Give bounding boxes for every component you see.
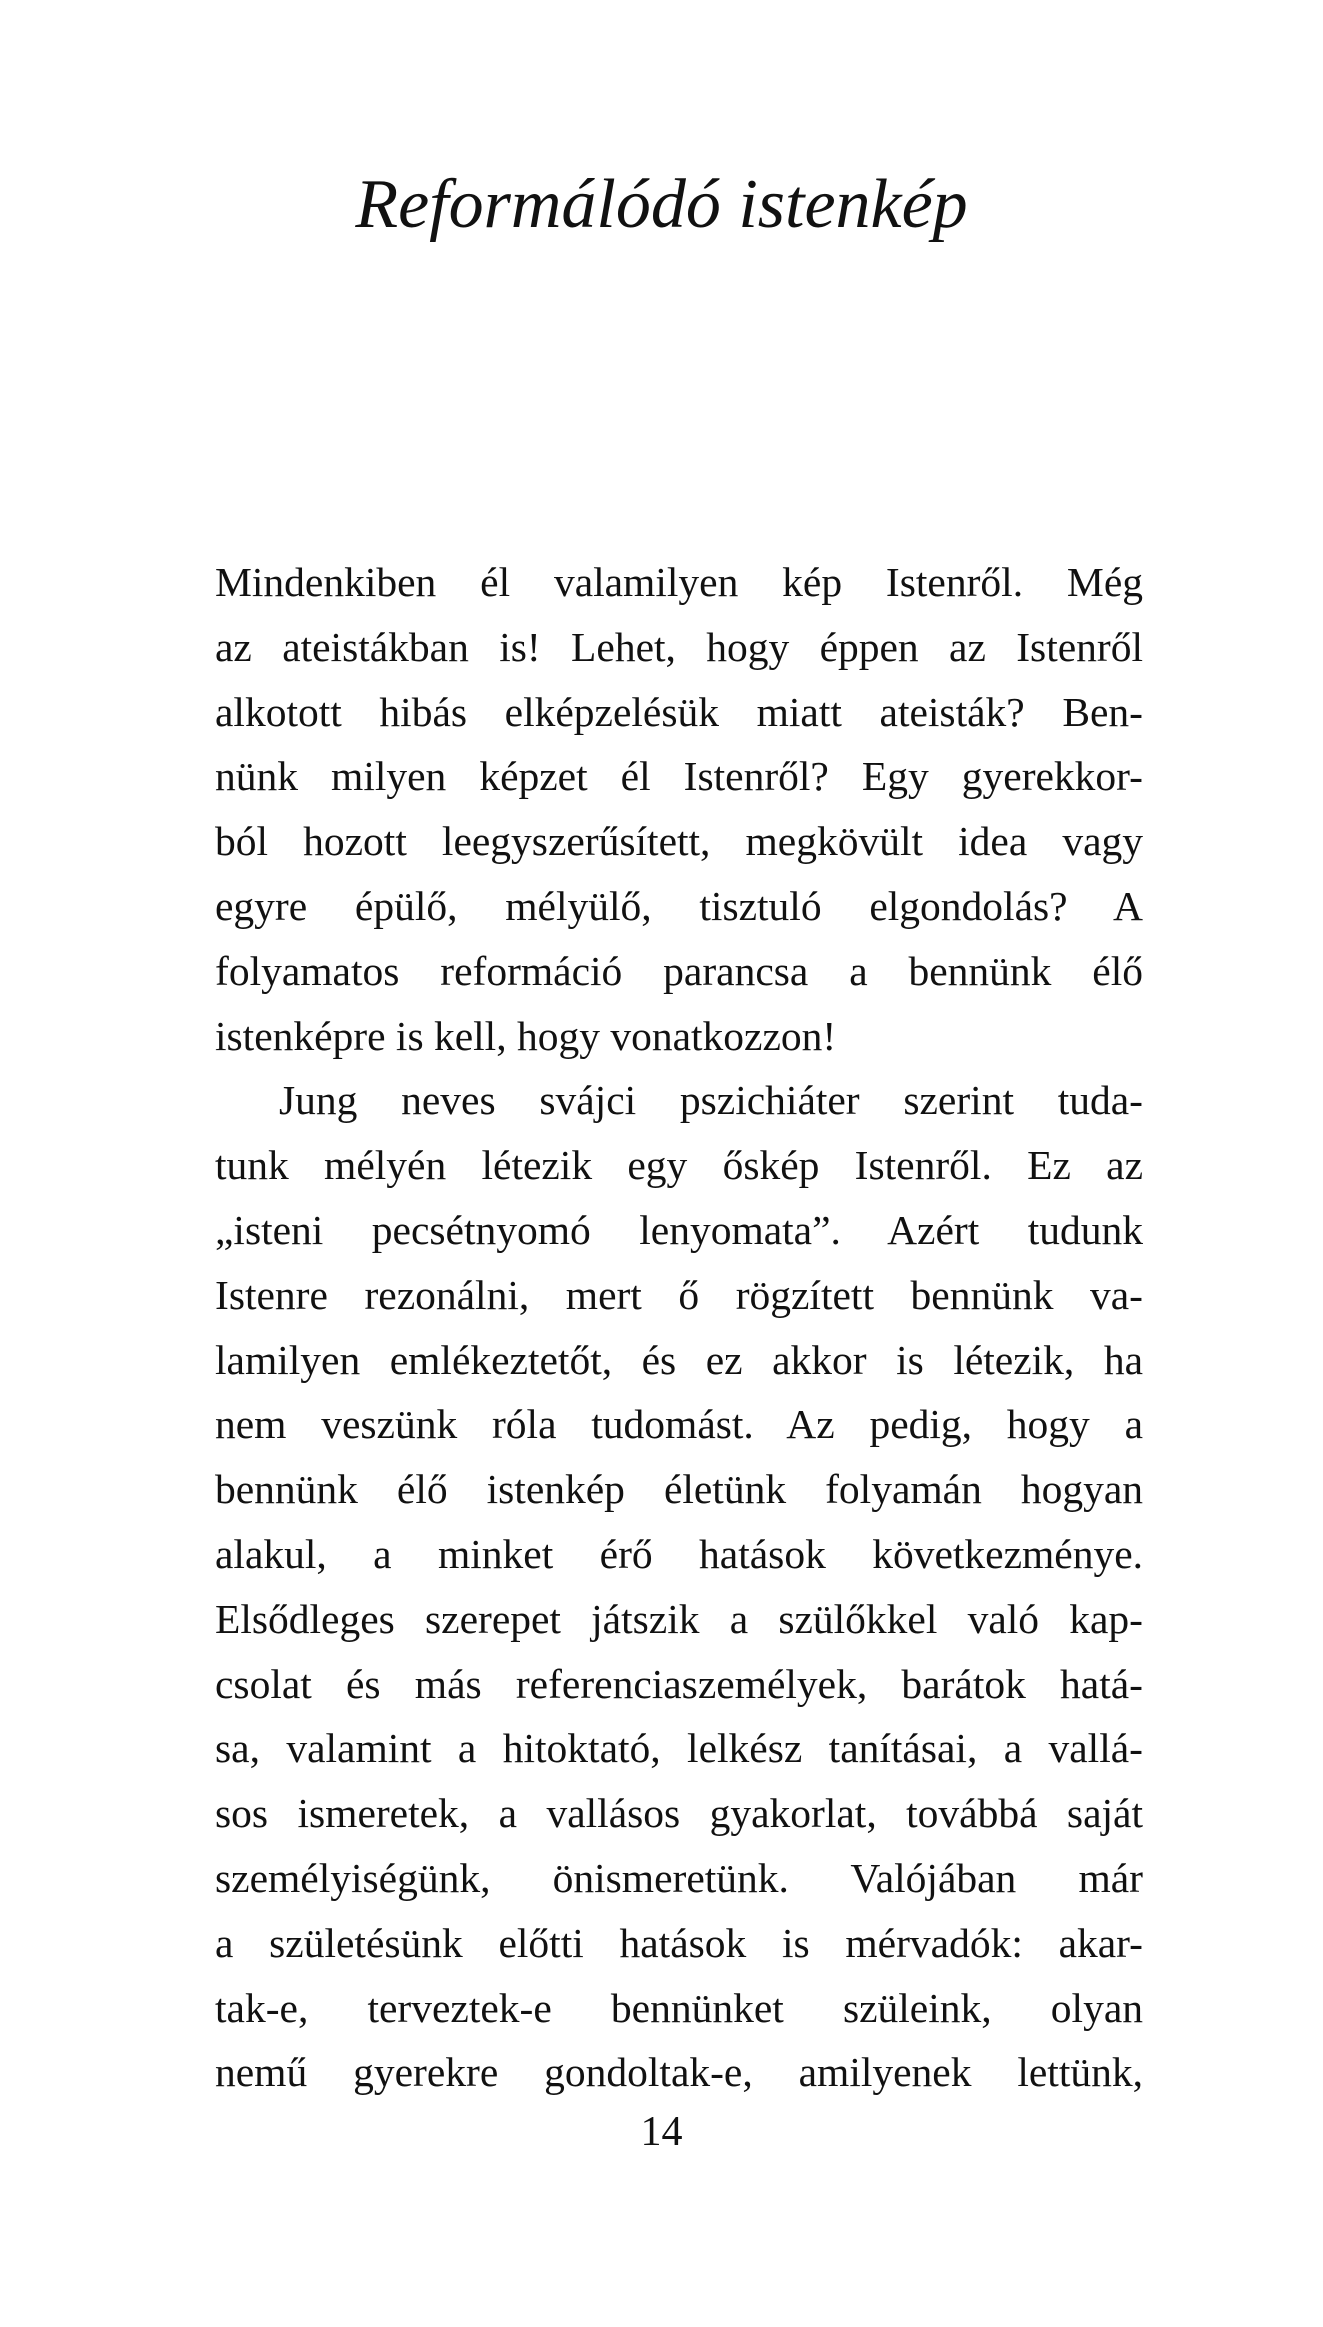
text-line: Istenre rezonálni, mert ő rögzített bennünk va- bbox=[215, 1271, 1143, 1318]
text-line: folyamatos reformáció parancsa a bennünk élő bbox=[215, 947, 1143, 994]
text-line: tak-e, terveztek-e bennünket szüleink, olyan bbox=[215, 1984, 1143, 2031]
text-line: személyiségünk, önismeretünk. Valójában már bbox=[215, 1854, 1143, 1901]
text-line: Jung neves svájci pszichiáter szerint tuda- bbox=[279, 1077, 1143, 1124]
text-line: egyre épülő, mélyülő, tisztuló elgondolás? A bbox=[215, 882, 1143, 929]
text-line: alkotott hibás elképzelésük miatt ateisták? Ben- bbox=[215, 688, 1143, 735]
text-line: nem veszünk róla tudomást. Az pedig, hogy a bbox=[215, 1401, 1143, 1448]
text-line: „isteni pecsétnyomó lenyomata”. Azért tudunk bbox=[215, 1206, 1143, 1253]
text-line: lamilyen emlékeztetőt, és ez akkor is létezik, ha bbox=[215, 1336, 1143, 1383]
text-line: tunk mélyén létezik egy őskép Istenről. Ez az bbox=[215, 1142, 1143, 1189]
text-line: ból hozott leegyszerűsített, megkövült idea vagy bbox=[215, 818, 1143, 865]
text-line: nünk milyen képzet él Istenről? Egy gyerekkor- bbox=[215, 753, 1143, 800]
paragraph bbox=[215, 1068, 1143, 2105]
text-line: Elsődleges szerepet játszik a szülőkkel való kap- bbox=[215, 1595, 1143, 1642]
text-line: bennünk élő istenkép életünk folyamán hogyan bbox=[215, 1466, 1143, 1513]
text-line: sos ismeretek, a vallásos gyakorlat, továbbá saját bbox=[215, 1790, 1143, 1837]
page-number: 14 bbox=[640, 2109, 683, 2155]
paragraph bbox=[215, 550, 1143, 1068]
body-text bbox=[215, 550, 1143, 2105]
text-line: csolat és más referenciaszemélyek, barátok hatá- bbox=[215, 1660, 1143, 1707]
chapter-title: Reformálódó istenkép bbox=[355, 166, 968, 243]
text-line: Mindenkiben él valamilyen kép Istenről. Még bbox=[215, 559, 1143, 605]
text-line: a születésünk előtti hatások is mérvadók: akar- bbox=[215, 1919, 1143, 1966]
text-line: alakul, a minket érő hatások következménye. bbox=[215, 1530, 1143, 1577]
text-line: nemű gyerekre gondoltak-e, amilyenek lettünk, bbox=[215, 2049, 1143, 2096]
text-line: az ateistákban is! Lehet, hogy éppen az Istenről bbox=[215, 623, 1143, 670]
text-line: istenképre is kell, hogy vonatkozzon! bbox=[215, 1012, 837, 1059]
text-line: sa, valamint a hitoktató, lelkész tanításai, a vallá- bbox=[215, 1725, 1143, 1772]
